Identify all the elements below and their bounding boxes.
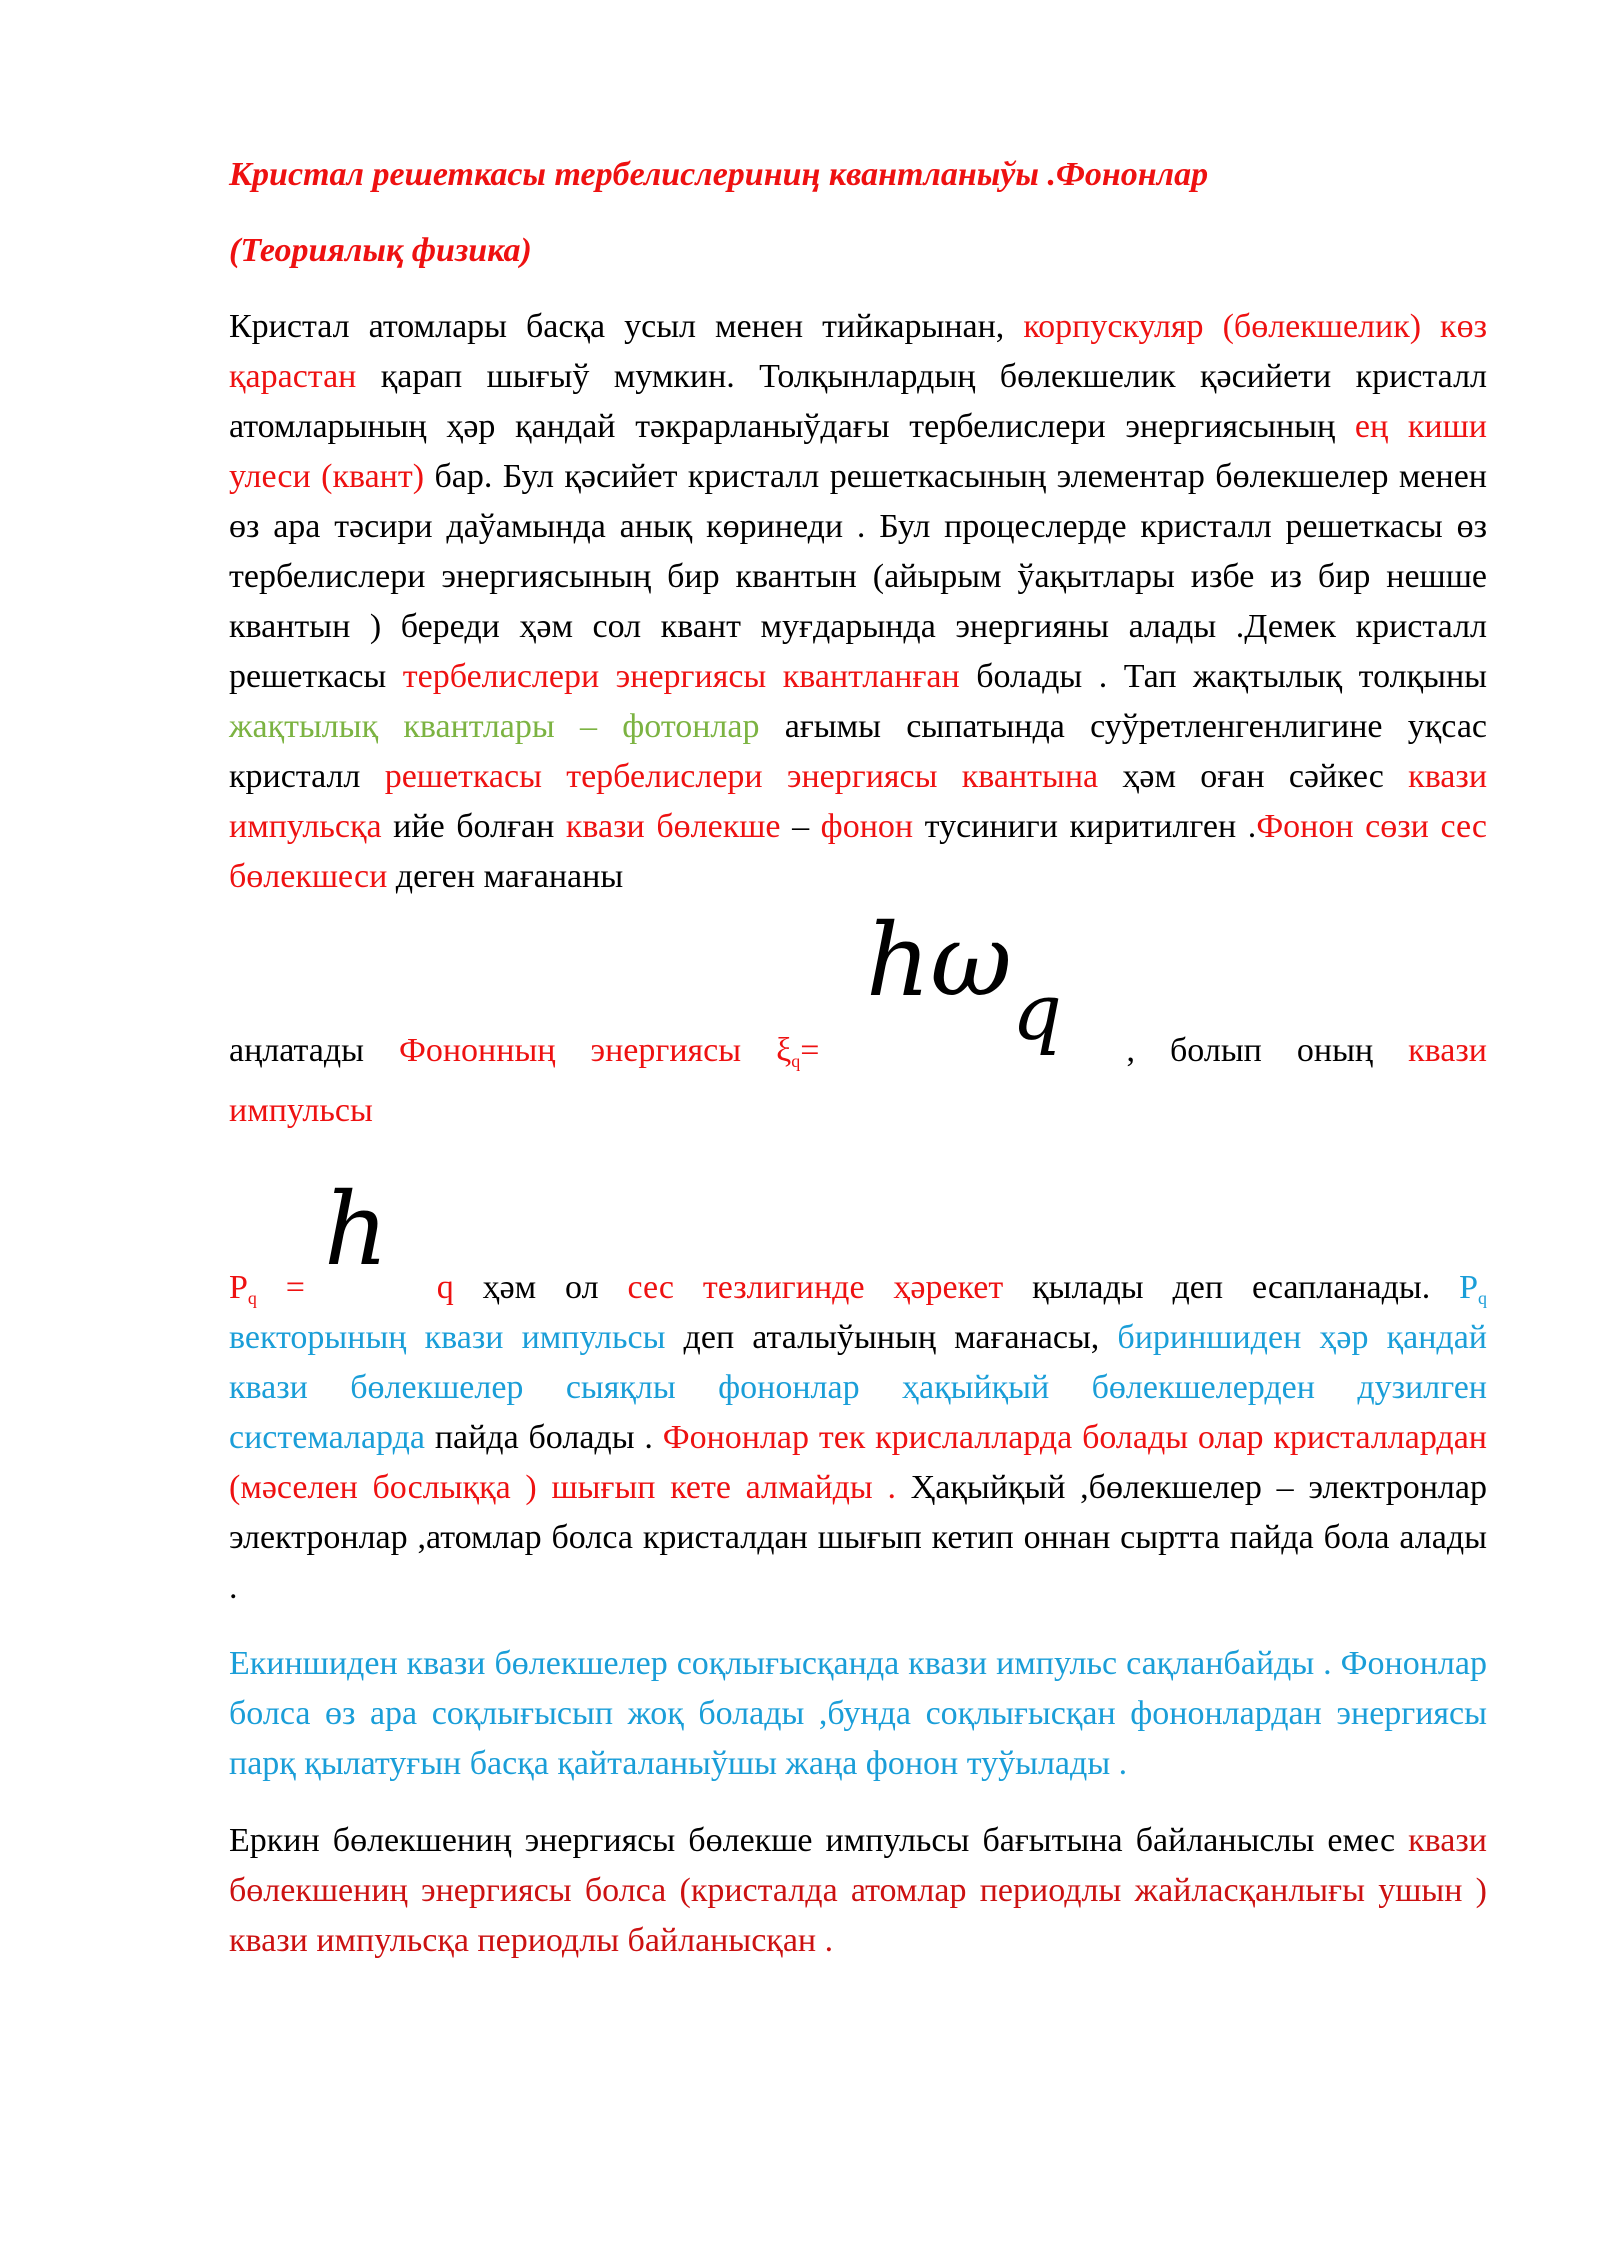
- p1-highlight-phonon: фонон: [820, 808, 914, 845]
- paragraph-3: [229, 1313, 1487, 1613]
- p1-highlight-sound-particle: Фонон сөзи сес бөлекшеси: [229, 808, 1487, 895]
- eq2-text-2: қылады деп есапланады.: [1003, 1269, 1460, 1306]
- p3-text-3: Ҳақыйқый ,бөлекшелер – электронлар электронлар ,атомлар болса кристалдан шығып кетип оннан сыртта пайда бола алады .: [229, 1469, 1487, 1606]
- eq2-q: q: [407, 1269, 454, 1306]
- eq2-p-label: [229, 1269, 334, 1306]
- eq1-phonon-energy: [399, 1032, 819, 1069]
- formula-h-omega: hω: [866, 902, 1012, 1019]
- p1-highlight-quantized: тербелислери энергиясы квантланған: [402, 658, 960, 695]
- momentum-line: [229, 1263, 1487, 1323]
- p1-text-4: болады . Тап жақтылық толқыны: [959, 658, 1487, 695]
- document-title: Кристал решеткасы тербелислериниң квантланыўы .Фононлар: [229, 156, 1209, 193]
- p1-text-3: бар. Бул қәсийет кристалл решеткасының элементар бөлекшелер менен өз ара тәсири даўамында анық көринеди . Бул процеслерде кристалл решеткасы өз тербелислери энергиясының бир квантын (айырым ўақытлары избе из бир нешше квантын ) береди ҳәм сол квант муғдарында энергияны алады .Демек кристалл решеткасы: [229, 458, 1487, 695]
- p3-phonons-only-crystals: Фононлар тек крислалларда болады олар кристаллардан (мәселен бослыққа ) шығып кете алмайды .: [229, 1419, 1487, 1506]
- p3-firstly: бириншиден ҳәр қандай квази бөлекшелер сыяқлы фононлар ҳақыйқый бөлекшелерден дузилген системаларда: [229, 1319, 1488, 1456]
- paragraph-1: [229, 302, 1487, 902]
- energy-equation-line: [229, 1026, 1487, 1136]
- p3-text-2: пайда болады .: [425, 1419, 663, 1456]
- eq1-quasi-momentum: импульсы: [229, 1092, 373, 1129]
- eq1-post: , болып оның: [1091, 1032, 1409, 1069]
- eq1-xi-subscript: q: [791, 1051, 801, 1071]
- document-subtitle: (Теориялық физика): [229, 232, 532, 269]
- p1-highlight-photons: жақтылық квантлары – фотонлар: [229, 708, 760, 745]
- document-page: [229, 150, 1487, 1966]
- p1-text-2: қарап шығыў мумкин. Толқынлардың бөлекшелик қәсийети кристалл атомларының ҳәр қандай тәкрарланыўдағы тербелислери энергиясының: [229, 358, 1487, 445]
- eq1-quasi-label: квази: [1408, 1032, 1487, 1069]
- p1-text-10: деген мағананы: [387, 858, 624, 895]
- eq2-blue-p-letter: P: [1459, 1269, 1479, 1306]
- momentum-equation-line: [229, 1263, 1487, 1323]
- paragraph-5: [229, 1816, 1487, 1966]
- formula-h: h: [324, 1171, 389, 1288]
- formula-subscript-q: q: [1011, 968, 1062, 1058]
- eq2-sound-speed: сес тезлигинде ҳәрекет: [627, 1269, 1004, 1306]
- p1-highlight-lattice-quantum: решеткасы тербелислери энергиясы квантына: [384, 758, 1099, 795]
- p5-quasi-particle-energy: квази бөлекшениң энергиясы болса (кристалда атомлар периодлы жайласқанлығы ушын ) квази импульсқа периодлы байланысқан .: [229, 1822, 1487, 1959]
- eq1-phonon-energy-text: Фононның энергиясы ξ: [399, 1032, 792, 1069]
- p1-highlight-corpuscular: корпускуляр (бөлекшелик) көз қарастан: [229, 308, 1488, 395]
- p3-vector-quasi-momentum: векторының квази импульсы: [229, 1319, 666, 1356]
- eq1-pre: аңлатады: [229, 1032, 399, 1069]
- p1-highlight-quantum: ең киши улеси (квант): [229, 408, 1487, 495]
- energy-line-1: [229, 1026, 1487, 1086]
- eq2-p-subscript: q: [247, 1288, 257, 1308]
- p1-highlight-quasi-momentum: квази импульсқа: [229, 758, 1488, 845]
- eq1-equals: =: [800, 1032, 820, 1069]
- eq2-blue-p: [1459, 1269, 1487, 1306]
- p1-text-7: ийе болған: [381, 808, 566, 845]
- eq2-text-1: ҳәм ол: [453, 1269, 628, 1306]
- p1-text-9: тусиниги киритилген .: [913, 808, 1257, 845]
- p1-text-6: ҳәм оған сәйкес: [1098, 758, 1409, 795]
- p1-highlight-quasi-particle: квази бөлекше: [565, 808, 781, 845]
- paragraph-4: Екиншиден квази бөлекшелер соқлығысқанда квази импульс сақланбайды . Фононлар болса өз ара соқлығысып жоқ болады ,бунда соқлығысқан фононлардан энергиясы парқ қылатуғын басқа қайталаныўшы жаңа фонон туўылады .: [229, 1645, 1487, 1782]
- p1-text-8: –: [780, 808, 821, 845]
- p1-text-5: ағымы сыпатында суўретленгенлигине уқсас кристалл: [229, 708, 1487, 795]
- p1-text-1: Кристал атомлары басқа усыл менен тийкарынан,: [229, 308, 1024, 345]
- p5-text-1: Еркин бөлекшениң энергиясы бөлекше импульсы бағытына байланыслы емес: [229, 1822, 1409, 1859]
- energy-equation-block: [229, 902, 1487, 1127]
- p3-text-1: деп аталыўының мағанасы,: [665, 1319, 1118, 1356]
- eq2-equals: =: [256, 1269, 334, 1306]
- momentum-equation-block: [229, 1127, 1487, 1313]
- eq2-p: P: [229, 1269, 248, 1306]
- eq2-blue-p-subscript: q: [1478, 1288, 1488, 1308]
